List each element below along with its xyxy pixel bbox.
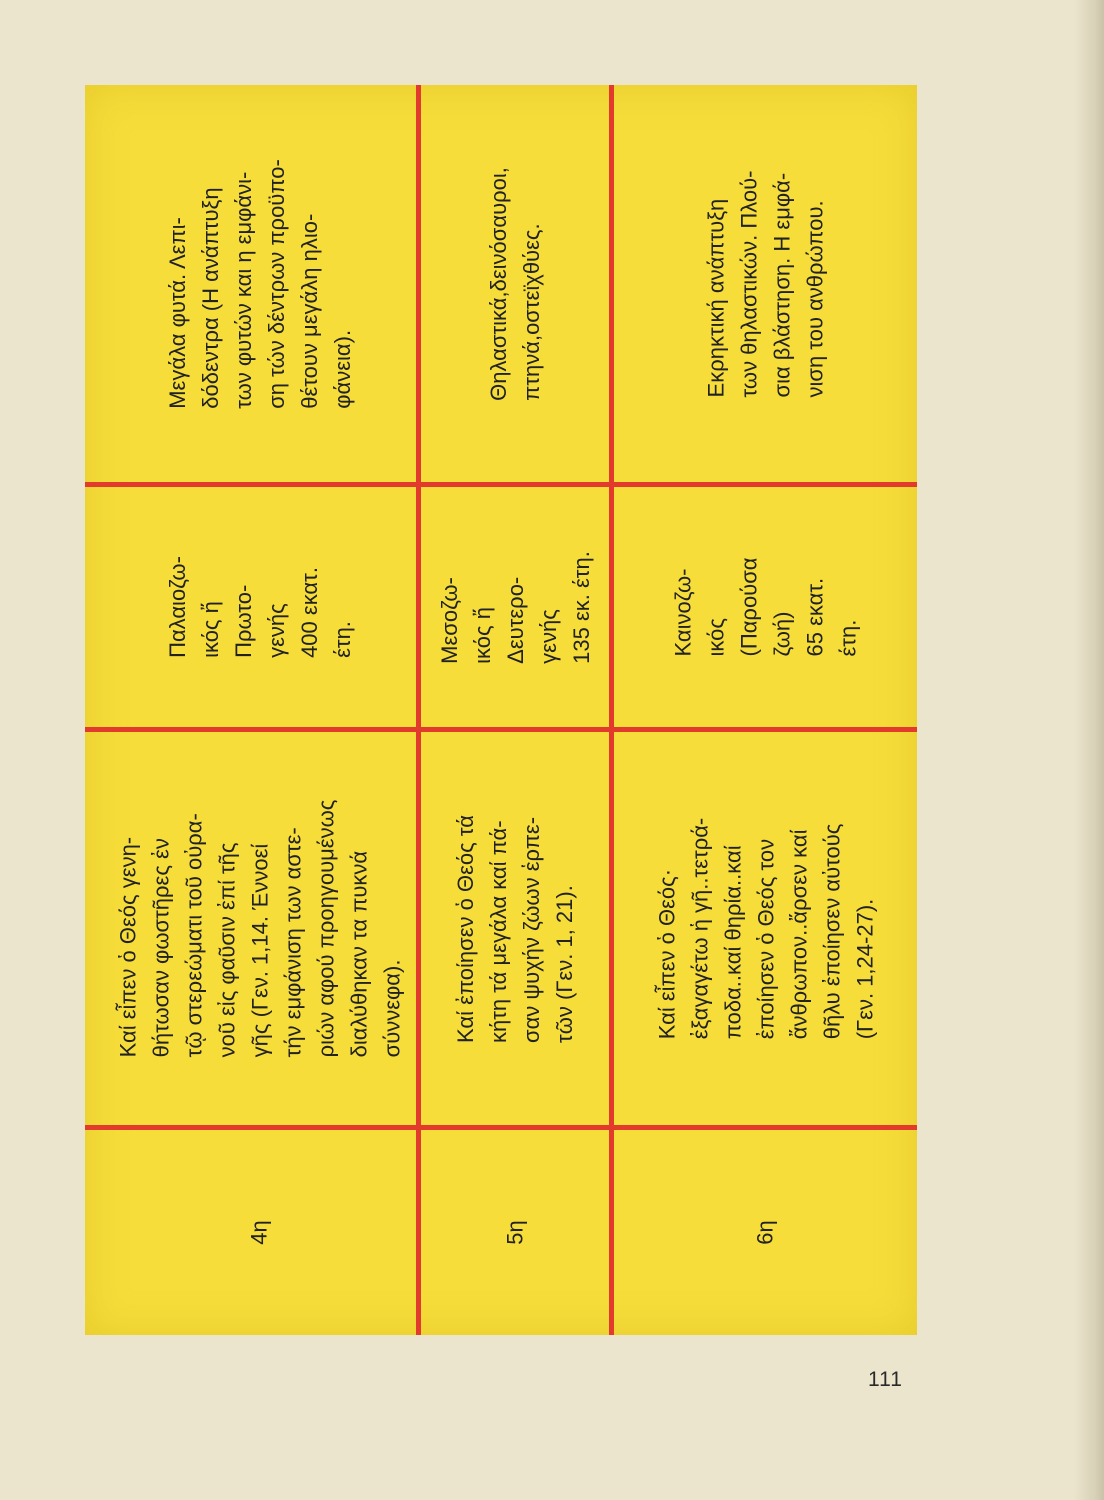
day-label: 4η (246, 1220, 272, 1245)
row-4-life (103, 85, 416, 482)
scripture-text: Καί εἶπεν ὁ Θεός γενη- θήτωσαν φωστῆρες ἐν τῷ στερεώματι τοῦ οὐρα- νοῦ εἰς φαῦσιν ἐπί τῆς γῆς (Γεν. 1,14. Έννοεί τήν εμφάνιση των αστε- ριών αφού προηγουμένως διαλύθηκαν τα πυκνά σύννεφα). (115, 799, 404, 1058)
row-5-life (421, 85, 609, 482)
row-6-day (614, 1130, 917, 1335)
row-5-day (421, 1130, 609, 1335)
day-label: 6η (752, 1220, 778, 1245)
scripture-text: Καί ἐποίησεν ὁ Θεός τά κήτη τά μεγάλα καί πά- σαν ψυχήν ζώων ἑρπε- τῶν (Γεν. 1, 21). (453, 814, 578, 1043)
page-number: 111 (868, 1368, 903, 1391)
life-forms-text: Μεγάλα φυτά. Λεπι- δόδεντρα (Η ανάπτυξη των φυτών και η εμφάνι- ση τών δέντρων προϋπο- θέτουν μεγάλη ηλιο- φάνεια). (164, 158, 355, 409)
row-6-life (614, 85, 917, 482)
life-forms-text: Εκρηκτική ανάπτυξη των θηλαστικών. Πλού- σια βλάστηση. Η εμφά- νιση του ανθρώπου. (703, 170, 828, 397)
geologic-era-text: Μεσοζω- ικός ἤ Δευτερο- γενής 135 εκ. έτη. (436, 550, 594, 664)
row-5-scripture (421, 732, 609, 1125)
page-edge-shadow (1074, 0, 1104, 1500)
creation-days-table (85, 85, 917, 1335)
row-5-era (421, 487, 609, 727)
row-4-scripture (103, 732, 416, 1125)
geologic-era-text: Παλαιοζω- ικός ἤ Πρωτο- γενής 400 εκατ. έτη. (164, 556, 355, 658)
geologic-era-text: Καινοζω- ικός (Παρούσα ζωή) 65 εκατ. έτη. (670, 557, 861, 657)
row-6-era (614, 487, 917, 727)
row-4-day (103, 1130, 416, 1335)
row-4-era (103, 487, 416, 727)
row-6-scripture (614, 732, 917, 1125)
day-label: 5η (502, 1220, 528, 1245)
scripture-text: Καί εἶπεν ὁ Θεός· ἐξαγαγέτω ἡ γῆ..τετρά- ποδα..καί θηρία..καί ἐποίησεν ὁ Θεός τον ἄνθρωπον..ἄρσεν καί θῆλυ ἐποίησεν αὐτούς (Γεν. 1,24-27). (653, 817, 877, 1040)
life-forms-text: Θηλαστικά,δεινόσαυροι, πτηνά,οστεϊχθύες. (486, 166, 544, 401)
